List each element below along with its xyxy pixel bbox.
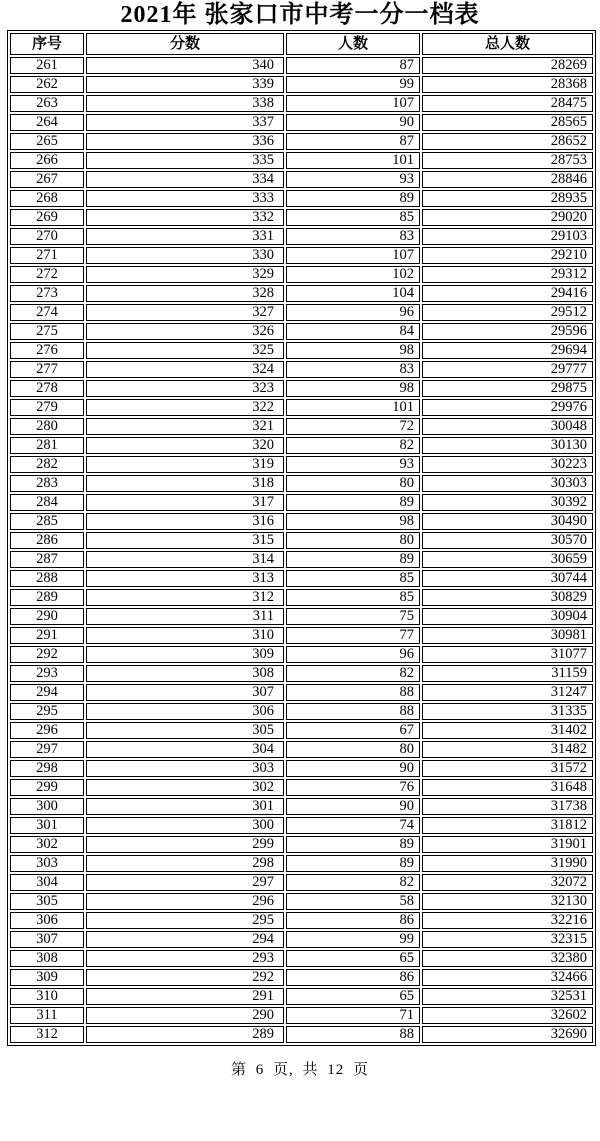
- cell-cumulative: 31572: [422, 760, 593, 777]
- cell-score: 317: [86, 494, 284, 511]
- cell-count: 88: [286, 684, 420, 701]
- cell-count: 96: [286, 304, 420, 321]
- table-row: [10, 779, 593, 796]
- cell-count: 82: [286, 437, 420, 454]
- cell-index: 273: [10, 285, 84, 302]
- cell-index: 281: [10, 437, 84, 454]
- cell-cumulative: 31482: [422, 741, 593, 758]
- cell-index: 295: [10, 703, 84, 720]
- cell-count: 90: [286, 798, 420, 815]
- cell-score: 312: [86, 589, 284, 606]
- cell-count: 58: [286, 893, 420, 910]
- cell-cumulative: 31159: [422, 665, 593, 682]
- table-row: [10, 703, 593, 720]
- cell-cumulative: 28269: [422, 57, 593, 74]
- cell-score: 327: [86, 304, 284, 321]
- cell-count: 89: [286, 190, 420, 207]
- cell-index: 272: [10, 266, 84, 283]
- table-row: [10, 646, 593, 663]
- page-title: 2021年 张家口市中考一分一档表: [120, 2, 480, 28]
- cell-index: 261: [10, 57, 84, 74]
- table-row: [10, 57, 593, 74]
- cell-score: 314: [86, 551, 284, 568]
- cell-score: 294: [86, 931, 284, 948]
- cell-score: 336: [86, 133, 284, 150]
- table-row: [10, 684, 593, 701]
- table-row: [10, 874, 593, 891]
- cell-cumulative: 31077: [422, 646, 593, 663]
- cell-cumulative: 31901: [422, 836, 593, 853]
- table-row: [10, 532, 593, 549]
- table-row: [10, 247, 593, 264]
- cell-count: 65: [286, 950, 420, 967]
- cell-index: 286: [10, 532, 84, 549]
- cell-count: 89: [286, 551, 420, 568]
- table-row: [10, 323, 593, 340]
- cell-score: 304: [86, 741, 284, 758]
- cell-index: 277: [10, 361, 84, 378]
- table-row: [10, 114, 593, 131]
- cell-score: 296: [86, 893, 284, 910]
- cell-cumulative: 30981: [422, 627, 593, 644]
- cell-index: 307: [10, 931, 84, 948]
- cell-count: 88: [286, 1026, 420, 1043]
- cell-score: 315: [86, 532, 284, 549]
- table-row: [10, 152, 593, 169]
- cell-score: 340: [86, 57, 284, 74]
- cell-count: 99: [286, 931, 420, 948]
- cell-index: 268: [10, 190, 84, 207]
- cell-count: 89: [286, 836, 420, 853]
- cell-count: 96: [286, 646, 420, 663]
- cell-index: 279: [10, 399, 84, 416]
- cell-score: 321: [86, 418, 284, 435]
- table-row: [10, 475, 593, 492]
- cell-cumulative: 31335: [422, 703, 593, 720]
- table-row: [10, 608, 593, 625]
- cell-index: 301: [10, 817, 84, 834]
- cell-index: 263: [10, 95, 84, 112]
- cell-cumulative: 31402: [422, 722, 593, 739]
- cell-index: 311: [10, 1007, 84, 1024]
- cell-score: 332: [86, 209, 284, 226]
- cell-cumulative: 32072: [422, 874, 593, 891]
- cell-index: 300: [10, 798, 84, 815]
- cell-index: 299: [10, 779, 84, 796]
- cell-count: 104: [286, 285, 420, 302]
- cell-score: 311: [86, 608, 284, 625]
- cell-cumulative: 29103: [422, 228, 593, 245]
- cell-index: 284: [10, 494, 84, 511]
- cell-count: 84: [286, 323, 420, 340]
- cell-cumulative: 32380: [422, 950, 593, 967]
- cell-count: 107: [286, 95, 420, 112]
- cell-count: 75: [286, 608, 420, 625]
- table-row: [10, 760, 593, 777]
- cell-index: 290: [10, 608, 84, 625]
- cell-cumulative: 30048: [422, 418, 593, 435]
- table-row: [10, 133, 593, 150]
- score-table: [7, 30, 596, 1046]
- cell-score: 334: [86, 171, 284, 188]
- cell-index: 266: [10, 152, 84, 169]
- cell-count: 107: [286, 247, 420, 264]
- cell-count: 85: [286, 589, 420, 606]
- table-row: [10, 76, 593, 93]
- table-row: [10, 228, 593, 245]
- cell-count: 80: [286, 532, 420, 549]
- cell-count: 98: [286, 513, 420, 530]
- cell-cumulative: 31812: [422, 817, 593, 834]
- cell-cumulative: 31990: [422, 855, 593, 872]
- cell-score: 305: [86, 722, 284, 739]
- cell-index: 292: [10, 646, 84, 663]
- cell-count: 72: [286, 418, 420, 435]
- table-row: [10, 342, 593, 359]
- cell-count: 65: [286, 988, 420, 1005]
- table-row: [10, 855, 593, 872]
- cell-count: 99: [286, 76, 420, 93]
- cell-cumulative: 30829: [422, 589, 593, 606]
- table-row: [10, 513, 593, 530]
- page-footer: 第 6 页, 共 12 页: [230, 1062, 369, 1078]
- cell-score: 323: [86, 380, 284, 397]
- table-row: [10, 418, 593, 435]
- cell-cumulative: 30223: [422, 456, 593, 473]
- cell-index: 285: [10, 513, 84, 530]
- cell-count: 102: [286, 266, 420, 283]
- table-row: [10, 1007, 593, 1024]
- cell-cumulative: 29210: [422, 247, 593, 264]
- table-row: [10, 988, 593, 1005]
- cell-index: 289: [10, 589, 84, 606]
- cell-cumulative: 30490: [422, 513, 593, 530]
- column-header-index: 序号: [10, 33, 84, 55]
- table-row: [10, 969, 593, 986]
- cell-count: 76: [286, 779, 420, 796]
- table-row: [10, 304, 593, 321]
- table-row: [10, 190, 593, 207]
- cell-cumulative: 32315: [422, 931, 593, 948]
- cell-cumulative: 32602: [422, 1007, 593, 1024]
- cell-count: 85: [286, 570, 420, 587]
- cell-count: 98: [286, 380, 420, 397]
- table-row: [10, 285, 593, 302]
- cell-cumulative: 32466: [422, 969, 593, 986]
- cell-cumulative: 32690: [422, 1026, 593, 1043]
- cell-count: 88: [286, 703, 420, 720]
- cell-cumulative: 28652: [422, 133, 593, 150]
- cell-index: 275: [10, 323, 84, 340]
- cell-count: 90: [286, 114, 420, 131]
- cell-index: 288: [10, 570, 84, 587]
- cell-score: 295: [86, 912, 284, 929]
- cell-score: 313: [86, 570, 284, 587]
- cell-index: 296: [10, 722, 84, 739]
- cell-cumulative: 29694: [422, 342, 593, 359]
- cell-index: 274: [10, 304, 84, 321]
- table-row: [10, 266, 593, 283]
- cell-score: 306: [86, 703, 284, 720]
- cell-index: 287: [10, 551, 84, 568]
- cell-count: 80: [286, 741, 420, 758]
- cell-index: 269: [10, 209, 84, 226]
- cell-score: 301: [86, 798, 284, 815]
- cell-score: 307: [86, 684, 284, 701]
- cell-score: 319: [86, 456, 284, 473]
- cell-index: 312: [10, 1026, 84, 1043]
- cell-count: 82: [286, 665, 420, 682]
- table-row: [10, 494, 593, 511]
- cell-cumulative: 29875: [422, 380, 593, 397]
- cell-count: 87: [286, 133, 420, 150]
- cell-count: 93: [286, 171, 420, 188]
- cell-index: 267: [10, 171, 84, 188]
- cell-score: 324: [86, 361, 284, 378]
- cell-cumulative: 28753: [422, 152, 593, 169]
- cell-index: 310: [10, 988, 84, 1005]
- cell-score: 302: [86, 779, 284, 796]
- cell-score: 330: [86, 247, 284, 264]
- cell-index: 308: [10, 950, 84, 967]
- cell-index: 264: [10, 114, 84, 131]
- cell-score: 303: [86, 760, 284, 777]
- cell-cumulative: 29416: [422, 285, 593, 302]
- cell-index: 306: [10, 912, 84, 929]
- cell-score: 299: [86, 836, 284, 853]
- table-row: [10, 456, 593, 473]
- cell-index: 283: [10, 475, 84, 492]
- cell-cumulative: 28565: [422, 114, 593, 131]
- cell-count: 82: [286, 874, 420, 891]
- table-row: [10, 589, 593, 606]
- cell-index: 298: [10, 760, 84, 777]
- table-row: [10, 95, 593, 112]
- table-row: [10, 741, 593, 758]
- cell-count: 83: [286, 228, 420, 245]
- cell-count: 71: [286, 1007, 420, 1024]
- table-row: [10, 836, 593, 853]
- cell-cumulative: 28475: [422, 95, 593, 112]
- cell-score: 329: [86, 266, 284, 283]
- cell-count: 85: [286, 209, 420, 226]
- table-row: [10, 627, 593, 644]
- cell-score: 291: [86, 988, 284, 1005]
- cell-count: 90: [286, 760, 420, 777]
- cell-index: 302: [10, 836, 84, 853]
- cell-score: 310: [86, 627, 284, 644]
- cell-index: 293: [10, 665, 84, 682]
- table-row: [10, 570, 593, 587]
- cell-count: 86: [286, 969, 420, 986]
- table-row: [10, 912, 593, 929]
- cell-score: 339: [86, 76, 284, 93]
- table-row: [10, 361, 593, 378]
- cell-score: 308: [86, 665, 284, 682]
- cell-count: 93: [286, 456, 420, 473]
- table-row: [10, 209, 593, 226]
- cell-cumulative: 29976: [422, 399, 593, 416]
- cell-count: 89: [286, 494, 420, 511]
- table-body: [10, 57, 593, 1043]
- cell-score: 337: [86, 114, 284, 131]
- cell-score: 318: [86, 475, 284, 492]
- cell-index: 291: [10, 627, 84, 644]
- cell-cumulative: 28846: [422, 171, 593, 188]
- cell-cumulative: 29312: [422, 266, 593, 283]
- cell-cumulative: 32531: [422, 988, 593, 1005]
- cell-score: 322: [86, 399, 284, 416]
- cell-score: 338: [86, 95, 284, 112]
- cell-index: 309: [10, 969, 84, 986]
- cell-cumulative: 31648: [422, 779, 593, 796]
- table-header-row: [10, 33, 593, 55]
- cell-cumulative: 30904: [422, 608, 593, 625]
- cell-cumulative: 30744: [422, 570, 593, 587]
- cell-count: 67: [286, 722, 420, 739]
- cell-cumulative: 29512: [422, 304, 593, 321]
- cell-count: 80: [286, 475, 420, 492]
- cell-score: 298: [86, 855, 284, 872]
- table-row: [10, 399, 593, 416]
- cell-score: 335: [86, 152, 284, 169]
- cell-count: 77: [286, 627, 420, 644]
- column-header-count: 人数: [286, 33, 420, 55]
- cell-score: 325: [86, 342, 284, 359]
- cell-index: 262: [10, 76, 84, 93]
- cell-index: 282: [10, 456, 84, 473]
- table-row: [10, 950, 593, 967]
- cell-score: 326: [86, 323, 284, 340]
- cell-count: 74: [286, 817, 420, 834]
- cell-score: 289: [86, 1026, 284, 1043]
- cell-cumulative: 30659: [422, 551, 593, 568]
- cell-count: 86: [286, 912, 420, 929]
- cell-index: 297: [10, 741, 84, 758]
- cell-index: 304: [10, 874, 84, 891]
- table-row: [10, 437, 593, 454]
- cell-cumulative: 28368: [422, 76, 593, 93]
- cell-score: 290: [86, 1007, 284, 1024]
- table-row: [10, 893, 593, 910]
- cell-count: 89: [286, 855, 420, 872]
- cell-count: 87: [286, 57, 420, 74]
- cell-cumulative: 29020: [422, 209, 593, 226]
- cell-score: 331: [86, 228, 284, 245]
- cell-score: 309: [86, 646, 284, 663]
- table-row: [10, 722, 593, 739]
- table-row: [10, 665, 593, 682]
- cell-cumulative: 32130: [422, 893, 593, 910]
- table-row: [10, 931, 593, 948]
- cell-score: 320: [86, 437, 284, 454]
- cell-index: 278: [10, 380, 84, 397]
- table-row: [10, 380, 593, 397]
- cell-count: 101: [286, 152, 420, 169]
- cell-score: 297: [86, 874, 284, 891]
- cell-score: 292: [86, 969, 284, 986]
- cell-cumulative: 31247: [422, 684, 593, 701]
- cell-index: 303: [10, 855, 84, 872]
- table-row: [10, 1026, 593, 1043]
- cell-cumulative: 29777: [422, 361, 593, 378]
- cell-cumulative: 30570: [422, 532, 593, 549]
- cell-score: 300: [86, 817, 284, 834]
- cell-cumulative: 32216: [422, 912, 593, 929]
- cell-cumulative: 31738: [422, 798, 593, 815]
- cell-count: 101: [286, 399, 420, 416]
- table-row: [10, 171, 593, 188]
- cell-cumulative: 30130: [422, 437, 593, 454]
- column-header-cumulative: 总人数: [422, 33, 593, 55]
- cell-index: 305: [10, 893, 84, 910]
- table-row: [10, 551, 593, 568]
- cell-index: 280: [10, 418, 84, 435]
- cell-score: 333: [86, 190, 284, 207]
- cell-score: 328: [86, 285, 284, 302]
- table-row: [10, 798, 593, 815]
- column-header-score: 分数: [86, 33, 284, 55]
- cell-index: 294: [10, 684, 84, 701]
- cell-score: 293: [86, 950, 284, 967]
- cell-score: 316: [86, 513, 284, 530]
- cell-cumulative: 28935: [422, 190, 593, 207]
- cell-index: 265: [10, 133, 84, 150]
- cell-cumulative: 29596: [422, 323, 593, 340]
- cell-index: 270: [10, 228, 84, 245]
- cell-index: 271: [10, 247, 84, 264]
- table-row: [10, 817, 593, 834]
- cell-cumulative: 30303: [422, 475, 593, 492]
- cell-count: 83: [286, 361, 420, 378]
- cell-index: 276: [10, 342, 84, 359]
- cell-count: 98: [286, 342, 420, 359]
- cell-cumulative: 30392: [422, 494, 593, 511]
